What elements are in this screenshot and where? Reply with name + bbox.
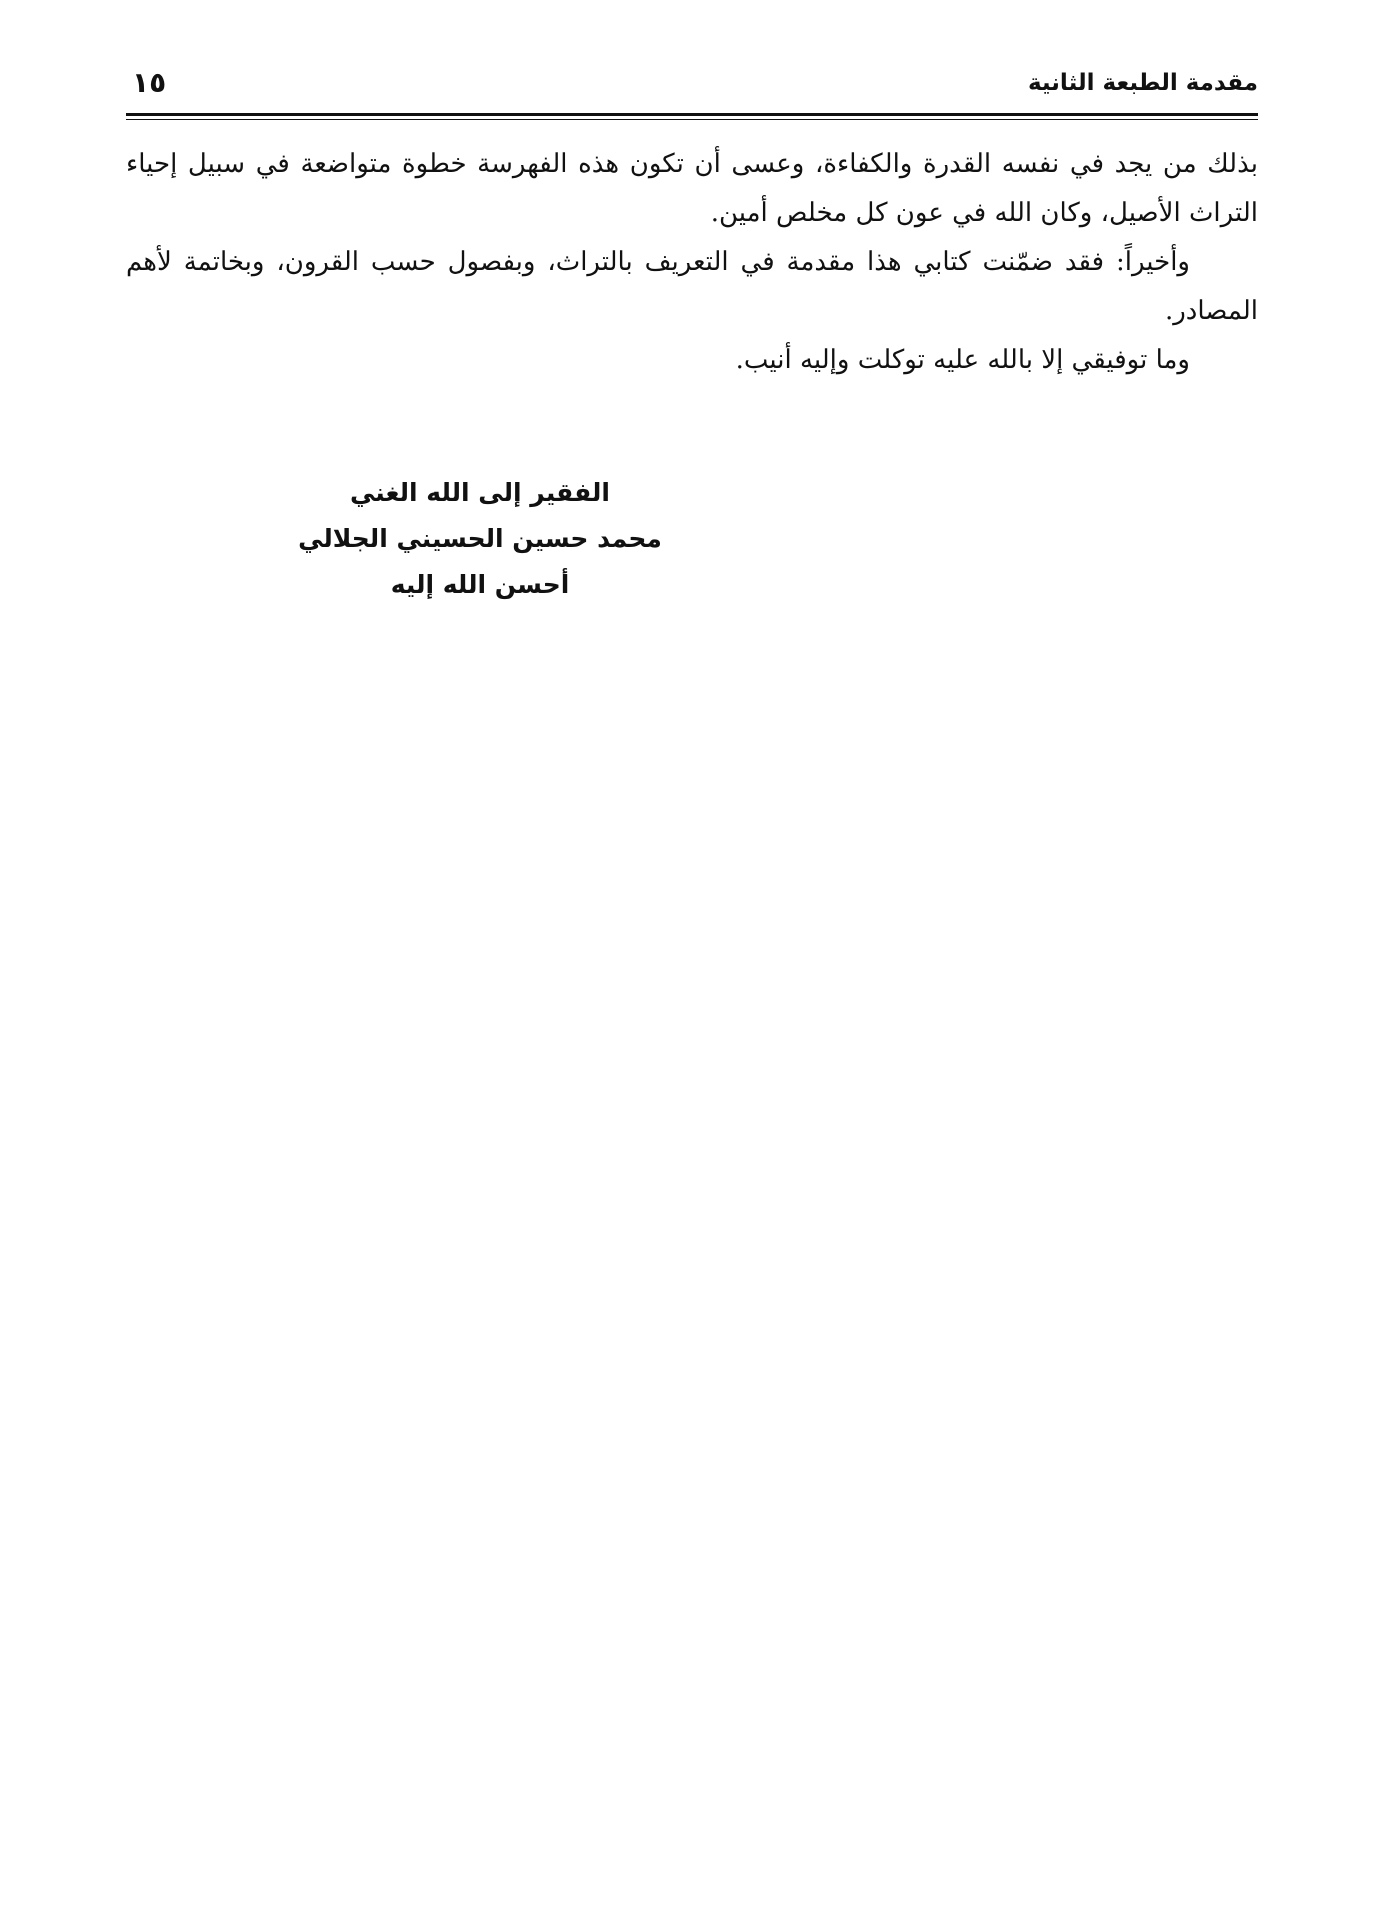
body-text — [126, 140, 1258, 385]
running-title: مقدمة الطبعة الثانية — [1027, 70, 1258, 96]
header-rule-thick — [126, 113, 1258, 116]
signature-line-1: الفقير إلى الله الغني — [350, 478, 610, 507]
signature-line-3: أحسن الله إليه — [390, 570, 570, 599]
signature-block — [270, 470, 690, 608]
page-number: ١٥ — [132, 66, 167, 99]
paragraph-closing: وما توفيقي إلا بالله عليه توكلت وإليه أنيب. — [735, 345, 1190, 375]
signature-author-name: محمد حسين الحسيني الجلالي — [298, 524, 662, 553]
page-header — [126, 66, 1258, 110]
paragraph-finally: وأخيراً: فقد ضمّنت كتابي هذا مقدمة في التعريف بالتراث، وبفصول حسب القرون، وبخاتمة لأهم المصادر. — [126, 247, 1258, 326]
paragraph-continuation: بذلك من يجد في نفسه القدرة والكفاءة، وعسى أن تكون هذه الفهرسة خطوة متواضعة في سبيل إحياء التراث الأصيل، وكان الله في عون كل مخلص أمين. — [126, 149, 1258, 228]
header-rule-thin — [126, 119, 1258, 120]
